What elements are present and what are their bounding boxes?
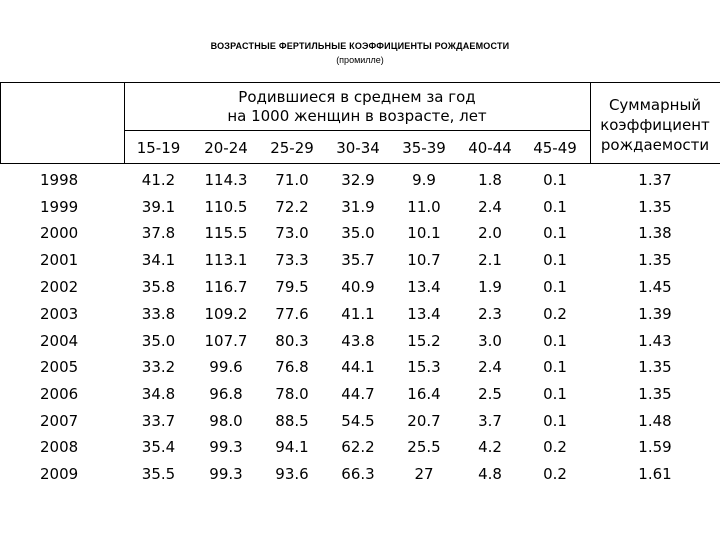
value-cell: 43.8: [341, 332, 375, 350]
value-cell: 0.1: [543, 358, 567, 376]
page-subtitle: (промилле): [336, 55, 384, 65]
value-cell: 35.4: [141, 438, 176, 456]
age-group-header: 15-19: [136, 139, 181, 157]
total-cell: 1.35: [638, 385, 672, 403]
year-cell: 2009: [40, 465, 79, 483]
header-total-line-1: Суммарный: [608, 96, 702, 114]
table-row: [0, 277, 720, 303]
value-cell: 44.1: [341, 358, 375, 376]
year-cell: 2002: [40, 278, 79, 296]
value-cell: 4.2: [478, 438, 502, 456]
age-group-header: 35-39: [402, 139, 446, 157]
value-cell: 2.4: [478, 358, 502, 376]
value-cell: 0.1: [543, 224, 567, 242]
value-cell: 2.4: [478, 198, 502, 216]
value-cell: 33.2: [141, 358, 176, 376]
value-cell: 35.8: [141, 278, 176, 296]
value-cell: 0.1: [543, 412, 567, 430]
age-group-header: 40-44: [468, 139, 512, 157]
year-cell: 2005: [40, 358, 79, 376]
value-cell: 73.0: [275, 224, 309, 242]
total-cell: 1.45: [638, 278, 672, 296]
year-cell: 2006: [40, 385, 79, 403]
value-cell: 35.0: [341, 224, 375, 242]
header-main-line-2: на 1000 женщин в возрасте, лет: [227, 107, 487, 125]
table-row: [0, 331, 720, 357]
value-cell: 0.2: [543, 438, 567, 456]
value-cell: 99.3: [209, 465, 243, 483]
value-cell: 80.3: [275, 332, 309, 350]
table-row: [0, 411, 720, 437]
header-births-per-1000: [124, 88, 590, 126]
value-cell: 41.1: [341, 305, 375, 323]
header-total-line-2: коэффициент: [600, 116, 710, 134]
value-cell: 99.6: [209, 358, 243, 376]
age-group-header: 30-34: [336, 139, 380, 157]
total-cell: 1.39: [638, 305, 672, 323]
age-group-header: 20-24: [204, 139, 248, 157]
value-cell: 77.6: [275, 305, 309, 323]
value-cell: 10.1: [407, 224, 441, 242]
value-cell: 11.0: [407, 198, 441, 216]
year-cell: 1999: [40, 198, 79, 216]
value-cell: 2.5: [478, 385, 502, 403]
table-row: [0, 357, 720, 383]
value-cell: 0.1: [543, 385, 567, 403]
value-cell: 20.7: [407, 412, 441, 430]
value-cell: 0.1: [543, 198, 567, 216]
value-cell: 35.7: [341, 251, 375, 269]
value-cell: 10.7: [407, 251, 441, 269]
value-cell: 33.8: [141, 305, 176, 323]
header-main-line-1: Родившиеся в среднем за год: [238, 88, 476, 106]
value-cell: 114.3: [204, 171, 248, 189]
value-cell: 0.1: [543, 278, 567, 296]
value-cell: 9.9: [412, 171, 436, 189]
value-cell: 37.8: [141, 224, 176, 242]
value-cell: 76.8: [275, 358, 309, 376]
value-cell: 3.7: [478, 412, 502, 430]
value-cell: 34.8: [141, 385, 176, 403]
value-cell: 32.9: [341, 171, 375, 189]
value-cell: 2.0: [478, 224, 502, 242]
value-cell: 2.1: [478, 251, 502, 269]
year-cell: 1998: [40, 171, 79, 189]
total-cell: 1.59: [638, 438, 672, 456]
table-row: [0, 170, 720, 196]
year-cell: 2003: [40, 305, 79, 323]
age-group-header: 45-49: [533, 139, 577, 157]
value-cell: 35.5: [141, 465, 176, 483]
total-cell: 1.37: [638, 171, 672, 189]
value-cell: 15.2: [407, 332, 441, 350]
value-cell: 71.0: [275, 171, 309, 189]
value-cell: 16.4: [407, 385, 441, 403]
value-cell: 0.2: [543, 465, 567, 483]
table-row: [0, 197, 720, 223]
value-cell: 35.0: [141, 332, 176, 350]
year-cell: 2000: [40, 224, 79, 242]
table-row: [0, 464, 720, 490]
value-cell: 4.8: [478, 465, 502, 483]
value-cell: 0.2: [543, 305, 567, 323]
value-cell: 13.4: [407, 305, 441, 323]
table-row: [0, 384, 720, 410]
year-cell: 2008: [40, 438, 79, 456]
value-cell: 78.0: [275, 385, 309, 403]
value-cell: 25.5: [407, 438, 441, 456]
value-cell: 113.1: [204, 251, 248, 269]
value-cell: 0.1: [543, 171, 567, 189]
total-cell: 1.35: [638, 251, 672, 269]
value-cell: 1.9: [478, 278, 502, 296]
age-group-header: 25-29: [270, 139, 314, 157]
value-cell: 107.7: [204, 332, 248, 350]
value-cell: 96.8: [209, 385, 243, 403]
value-cell: 73.3: [275, 251, 309, 269]
value-cell: 2.3: [478, 305, 502, 323]
total-cell: 1.38: [638, 224, 672, 242]
value-cell: 33.7: [141, 412, 176, 430]
year-cell: 2004: [40, 332, 79, 350]
value-cell: 44.7: [341, 385, 375, 403]
total-cell: 1.61: [638, 465, 672, 483]
value-cell: 27: [414, 465, 434, 483]
year-cell: 2001: [40, 251, 79, 269]
value-cell: 116.7: [204, 278, 248, 296]
value-cell: 94.1: [275, 438, 309, 456]
year-cell: 2007: [40, 412, 79, 430]
table-row: [0, 250, 720, 276]
value-cell: 3.0: [478, 332, 502, 350]
header-total-fertility: [590, 95, 720, 155]
value-cell: 93.6: [275, 465, 309, 483]
value-cell: 0.1: [543, 332, 567, 350]
header-divider-ages: [124, 130, 590, 131]
page-title: ВОЗРАСТНЫЕ ФЕРТИЛЬНЫЕ КОЭФФИЦИЕНТЫ РОЖДАЕМОСТИ: [210, 41, 510, 51]
value-cell: 1.8: [478, 171, 502, 189]
value-cell: 62.2: [341, 438, 375, 456]
value-cell: 15.3: [407, 358, 441, 376]
value-cell: 54.5: [341, 412, 375, 430]
value-cell: 41.2: [141, 171, 176, 189]
value-cell: 98.0: [209, 412, 243, 430]
value-cell: 39.1: [141, 198, 176, 216]
value-cell: 0.1: [543, 251, 567, 269]
table-row: [0, 304, 720, 330]
total-cell: 1.35: [638, 198, 672, 216]
value-cell: 66.3: [341, 465, 375, 483]
value-cell: 109.2: [204, 305, 248, 323]
value-cell: 13.4: [407, 278, 441, 296]
value-cell: 99.3: [209, 438, 243, 456]
value-cell: 79.5: [275, 278, 309, 296]
value-cell: 115.5: [204, 224, 248, 242]
value-cell: 110.5: [204, 198, 248, 216]
total-cell: 1.48: [638, 412, 672, 430]
value-cell: 34.1: [141, 251, 176, 269]
total-cell: 1.35: [638, 358, 672, 376]
value-cell: 72.2: [275, 198, 309, 216]
value-cell: 40.9: [341, 278, 375, 296]
table-row: [0, 437, 720, 463]
value-cell: 88.5: [275, 412, 309, 430]
table-row: [0, 223, 720, 249]
header-total-line-3: рождаемости: [600, 136, 710, 154]
total-cell: 1.43: [638, 332, 672, 350]
value-cell: 31.9: [341, 198, 375, 216]
